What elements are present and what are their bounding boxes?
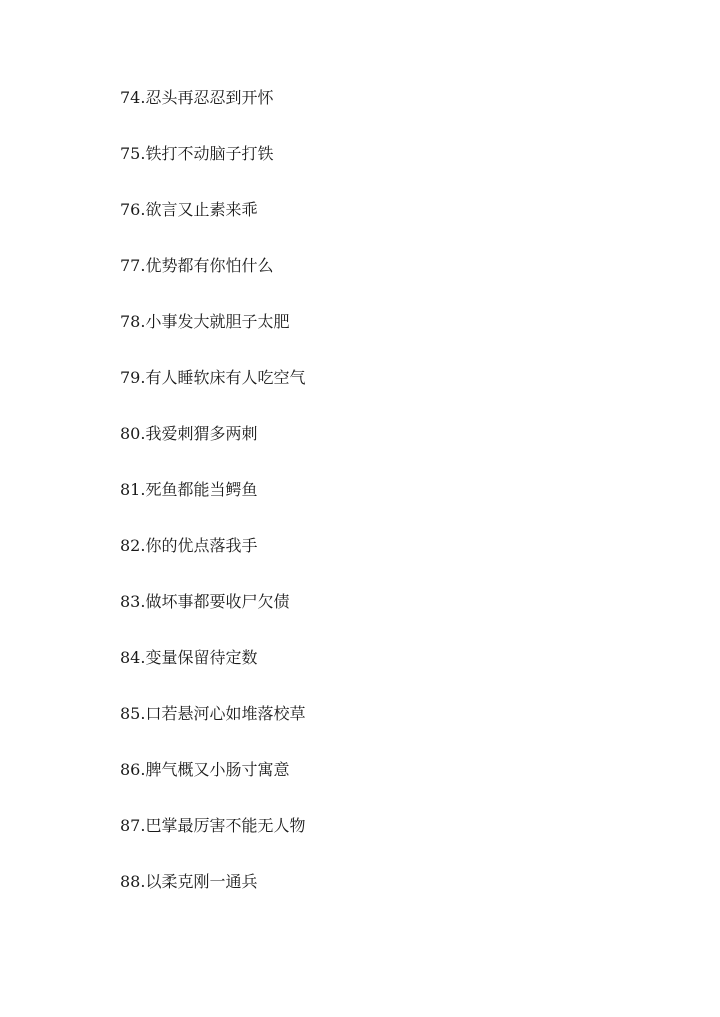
list-item: 87.巴掌最厉害不能无人物 [120, 816, 306, 835]
list-item: 81.死鱼都能当鳄鱼 [120, 480, 258, 499]
list-item: 86.脾气概又小肠寸寓意 [120, 760, 290, 779]
list-item: 84.变量保留待定数 [120, 648, 258, 667]
list-item: 82.你的优点落我手 [120, 536, 258, 555]
list-item: 88.以柔克刚一通兵 [120, 872, 258, 891]
list-item: 83.做坏事都要收尸欠债 [120, 592, 290, 611]
list-item: 85.口若悬河心如堆落校草 [120, 704, 306, 723]
list-item: 74.忍头再忍忍到开怀 [120, 88, 274, 107]
list-item: 80.我爱刺猬多两刺 [120, 424, 258, 443]
list-item: 75.铁打不动脑子打铁 [120, 144, 274, 163]
list-item: 76.欲言又止素来乖 [120, 200, 258, 219]
numbered-list [120, 86, 305, 926]
list-item: 77.优势都有你怕什么 [120, 256, 274, 275]
list-item: 79.有人睡软床有人吃空气 [120, 368, 306, 387]
list-item: 78.小事发大就胆子太肥 [120, 312, 290, 331]
